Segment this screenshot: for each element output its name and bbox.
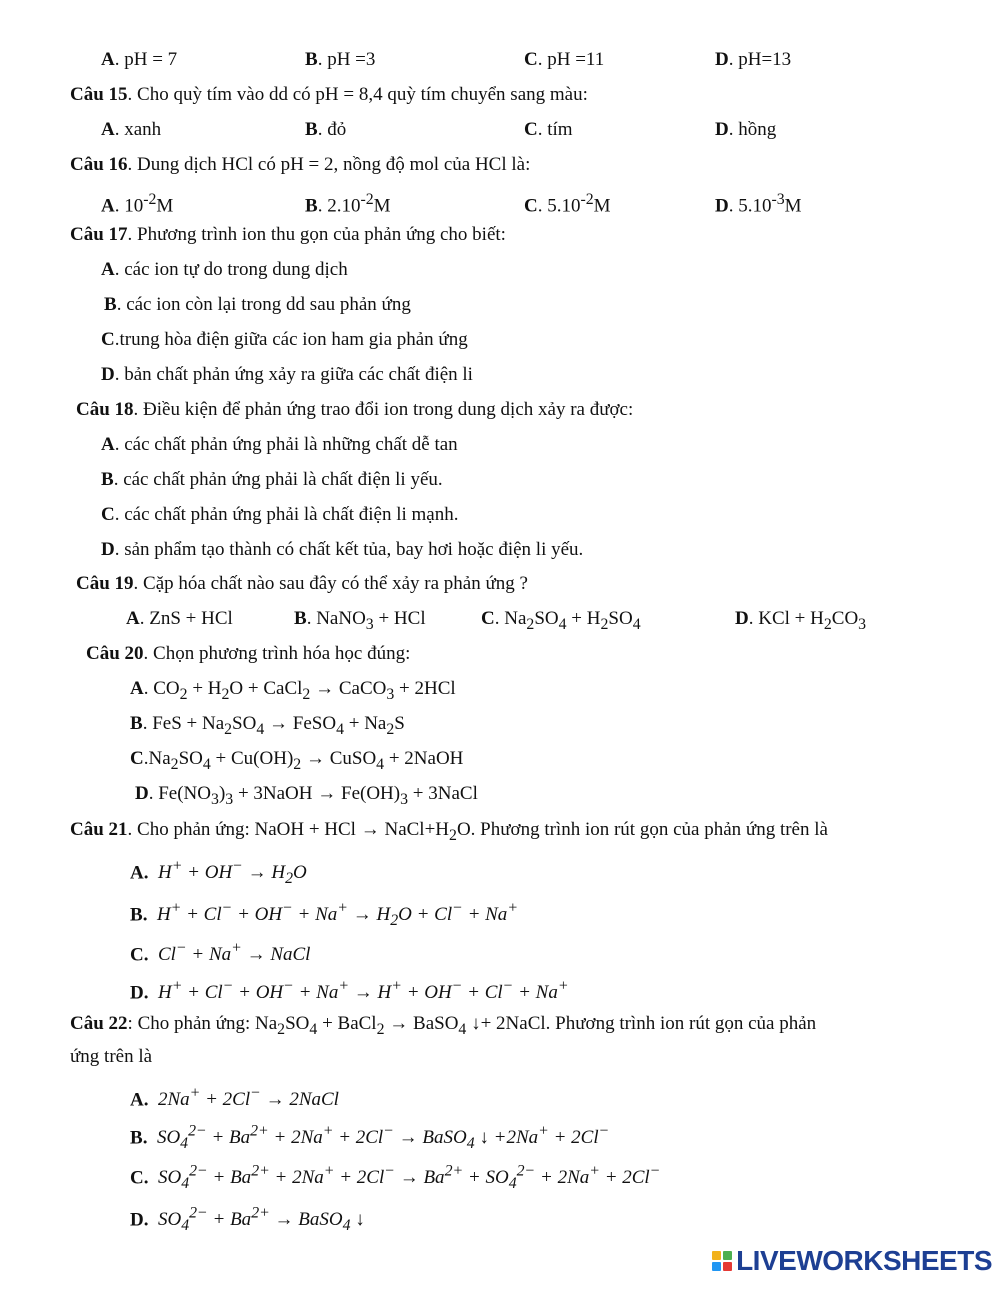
q19-option-c bbox=[481, 607, 641, 637]
ionic-equation: $H^+ + OH^- \to H_2O$ bbox=[157, 858, 307, 888]
formula-part: CaCO bbox=[338, 678, 387, 699]
option-key: C bbox=[524, 195, 538, 217]
option-key: D bbox=[735, 608, 749, 629]
subscript: 2 bbox=[277, 1020, 286, 1038]
option-text: . tím bbox=[537, 119, 573, 140]
q22-option-b: B. $SO_4^{2-} + Ba^{2+} + 2Na^+ + 2Cl^-$ → BaSO$_4$ ↓ +2Na+ + 2Cl− bbox=[130, 1123, 610, 1153]
question-text: : Cho phản ứng: Na bbox=[127, 1013, 278, 1034]
q18-option-b bbox=[101, 468, 443, 492]
option-text: . 2.10 bbox=[317, 195, 361, 217]
formula-part: . KCl + H bbox=[748, 608, 824, 629]
exponent: -3 bbox=[771, 191, 785, 208]
formula-part: SO bbox=[178, 748, 203, 769]
subscript: 2 bbox=[600, 615, 609, 633]
option-key: D bbox=[101, 364, 115, 385]
option-key: B bbox=[130, 1127, 143, 1149]
q20-option-a bbox=[130, 677, 456, 707]
option-key: A bbox=[130, 678, 144, 699]
formula-part: Fe(OH) bbox=[341, 783, 401, 804]
ionic-equation: $SO_4^{2-} + Ba^{2+}$ → BaSO$_4$ ↓ bbox=[157, 1205, 365, 1235]
q18-option-c bbox=[101, 503, 458, 527]
ionic-equation: $SO_4^{2-} + Ba^{2+} + 2Na^+ + 2Cl^- \to Ba^{2+} + SO_4^{2-} + 2Na^+ + 2Cl^-$ bbox=[157, 1163, 661, 1193]
option-text: . pH = 7 bbox=[114, 49, 178, 70]
option-key: C bbox=[524, 119, 538, 140]
option-text: . các chất phản ứng phải là chất điện li mạnh. bbox=[114, 504, 459, 525]
formula-part: + Na bbox=[343, 713, 387, 734]
option-text: . đỏ bbox=[317, 119, 347, 140]
q14-option-d bbox=[715, 48, 791, 72]
subscript: 2 bbox=[449, 826, 457, 844]
q17-option-b bbox=[104, 293, 411, 317]
option-key: A bbox=[101, 434, 115, 455]
option-text: . pH =11 bbox=[537, 49, 605, 70]
option-key: B bbox=[130, 904, 143, 926]
subscript: 2 bbox=[823, 615, 832, 633]
question-label: Câu 17 bbox=[70, 224, 128, 245]
subscript: 2 bbox=[293, 755, 302, 773]
option-key: C bbox=[130, 944, 144, 966]
subscript: 4 bbox=[632, 615, 641, 633]
formula-part: O + CaCl bbox=[229, 678, 303, 699]
subscript: 2 bbox=[526, 615, 535, 633]
q15-option-d bbox=[715, 118, 776, 142]
formula-part: . Na bbox=[494, 608, 527, 629]
q14-option-c bbox=[524, 48, 604, 72]
subscript: 4 bbox=[202, 755, 211, 773]
q22-option-a: A. 2Na+ + 2Cl− → 2NaCl bbox=[130, 1085, 339, 1111]
subscript: 3 bbox=[225, 790, 234, 808]
option-text: . các ion tự do trong dung dịch bbox=[114, 259, 348, 280]
question-text: . Cho phản ứng: NaOH + HCl bbox=[127, 819, 356, 840]
option-key: D bbox=[135, 783, 149, 804]
question-label: Câu 19 bbox=[76, 573, 134, 594]
q21-stem bbox=[70, 818, 828, 848]
option-text: . các ion còn lại trong dd sau phản ứng bbox=[116, 294, 411, 315]
option-text: . xanh bbox=[114, 119, 162, 140]
option-key: C bbox=[130, 748, 144, 769]
question-text: . Điều kiện để phản ứng trao đổi ion trong dung dịch xảy ra được: bbox=[133, 399, 634, 420]
arrow-icon: → bbox=[384, 1013, 414, 1034]
ionic-equation: Cl− + Na+ → NaCl bbox=[157, 940, 311, 966]
option-key: A bbox=[101, 195, 115, 217]
option-text: . ZnS + HCl bbox=[139, 608, 233, 629]
formula-part: . Fe(NO bbox=[148, 783, 212, 804]
option-key: D bbox=[130, 1209, 144, 1231]
question-text: NaCl+H bbox=[384, 819, 450, 840]
q21-option-d: D. H+ + Cl− + OH− + Na+ → H+ + OH− + Cl− + Na+ bbox=[130, 978, 569, 1004]
question-text: . Cho quỳ tím vào dd có pH = 8,4 quỳ tím chuyển sang màu: bbox=[127, 84, 588, 105]
subscript: 4 bbox=[256, 720, 265, 738]
q19-option-b bbox=[294, 607, 426, 637]
question-label: Câu 22 bbox=[70, 1013, 128, 1034]
q22-stem-continued: ứng trên là bbox=[70, 1046, 153, 1067]
question-label: Câu 16 bbox=[70, 154, 128, 175]
arrow-icon: → bbox=[310, 678, 339, 699]
question-label: Câu 18 bbox=[76, 399, 134, 420]
formula-part: SO bbox=[232, 713, 257, 734]
option-key: A bbox=[130, 1089, 144, 1111]
option-text: . 5.10 bbox=[537, 195, 581, 217]
formula-part: . CO bbox=[143, 678, 180, 699]
q16-stem bbox=[70, 153, 530, 177]
option-key: C bbox=[481, 608, 495, 629]
formula-part: FeSO bbox=[292, 713, 337, 734]
question-text: . Cặp hóa chất nào sau đây có thể xảy ra phản ứng ? bbox=[133, 573, 528, 594]
option-key: C bbox=[101, 504, 115, 525]
q19-option-d bbox=[735, 607, 866, 637]
q15-stem bbox=[70, 83, 588, 107]
q16-option-c bbox=[524, 188, 611, 218]
subscript: 3 bbox=[365, 615, 374, 633]
option-text: . sản phẩm tạo thành có chất kết tủa, bay hơi hoặc điện li yếu. bbox=[114, 539, 584, 560]
q15-option-b bbox=[305, 118, 346, 142]
question-text: O. Phương trình ion rút gọn của phản ứng trên là bbox=[456, 819, 828, 840]
ionic-equation: $SO_4^{2-} + Ba^{2+} + 2Na^+ + 2Cl^-$ → BaSO$_4$ ↓ +2Na+ + 2Cl− bbox=[156, 1123, 610, 1153]
option-key: D bbox=[715, 119, 729, 140]
unit: M bbox=[373, 195, 391, 217]
q20-option-c bbox=[130, 747, 463, 777]
q17-option-c bbox=[101, 328, 468, 352]
arrow-icon: → bbox=[355, 819, 385, 840]
q22-option-d: D. $SO_4^{2-} + Ba^{2+}$ → BaSO$_4$ ↓ bbox=[130, 1205, 365, 1235]
subscript: 2 bbox=[386, 720, 395, 738]
option-text: . 10 bbox=[114, 195, 144, 217]
formula-part: .Na bbox=[143, 748, 171, 769]
formula-part: SO bbox=[534, 608, 559, 629]
option-text: . pH =3 bbox=[317, 49, 376, 70]
option-key: A bbox=[126, 608, 140, 629]
ionic-equation: H+ + Cl− + OH− + Na+ → H+ + OH− + Cl− + Na+ bbox=[157, 978, 569, 1004]
question-label: Câu 15 bbox=[70, 84, 128, 105]
option-key: D bbox=[130, 982, 144, 1004]
q15-option-a bbox=[101, 118, 161, 142]
question-label: Câu 20 bbox=[86, 643, 144, 664]
subscript: 2 bbox=[221, 685, 230, 703]
option-key: C bbox=[130, 1167, 144, 1189]
q16-option-b bbox=[305, 188, 391, 218]
formula-part: + 2NaOH bbox=[384, 748, 464, 769]
option-key: A bbox=[101, 119, 115, 140]
option-key: D bbox=[715, 195, 729, 217]
subscript: 3 bbox=[400, 790, 409, 808]
formula-part: + 2HCl bbox=[394, 678, 456, 699]
q21-option-c: C. Cl− + Na+ → NaCl bbox=[130, 940, 311, 966]
subscript: 4 bbox=[558, 615, 567, 633]
option-text: . pH=13 bbox=[728, 49, 792, 70]
subscript: 2 bbox=[376, 1020, 385, 1038]
q22-stem bbox=[70, 1012, 816, 1042]
q17-option-d bbox=[101, 363, 473, 387]
question-text: SO bbox=[285, 1013, 310, 1034]
exponent: -2 bbox=[143, 191, 157, 208]
subscript: 3 bbox=[386, 685, 395, 703]
brand-name: LIVEWORKSHEETS bbox=[736, 1245, 992, 1276]
option-text: . các chất phản ứng phải là những chất dễ tan bbox=[114, 434, 458, 455]
q16-option-d bbox=[715, 188, 802, 218]
question-text: . Dung dịch HCl có pH = 2, nồng độ mol của HCl là: bbox=[127, 154, 531, 175]
subscript: 2 bbox=[302, 685, 311, 703]
formula-part: SO bbox=[608, 608, 633, 629]
formula-part: + 3NaCl bbox=[408, 783, 478, 804]
logo-icon bbox=[712, 1251, 732, 1271]
unit: M bbox=[593, 195, 611, 217]
subscript: 3 bbox=[858, 615, 867, 633]
question-text: + BaCl bbox=[317, 1013, 377, 1034]
formula-part: S bbox=[394, 713, 405, 734]
option-key: B bbox=[305, 49, 318, 70]
option-key: A bbox=[101, 259, 115, 280]
option-text: . bản chất phản ứng xảy ra giữa các chất điện li bbox=[114, 364, 473, 385]
option-key: C bbox=[524, 49, 538, 70]
unit: M bbox=[156, 195, 174, 217]
option-text: .trung hòa điện giữa các ion ham gia phản ứng bbox=[114, 329, 468, 350]
q20-option-d bbox=[135, 782, 478, 812]
option-key: B bbox=[130, 713, 143, 734]
exponent: -2 bbox=[360, 191, 374, 208]
formula-part: + H bbox=[187, 678, 222, 699]
subscript: 2 bbox=[170, 755, 179, 773]
option-key: B bbox=[305, 195, 318, 217]
option-key: C bbox=[101, 329, 115, 350]
subscript: 4 bbox=[336, 720, 344, 738]
formula-part: + 3NaOH bbox=[233, 783, 313, 804]
arrow-icon: → bbox=[301, 748, 330, 769]
option-key: D bbox=[715, 49, 729, 70]
ionic-equation: $H^+ + Cl^- + OH^- + Na^+ \to H_2O + Cl^- + Na^+$ bbox=[156, 900, 518, 930]
formula-part: CO bbox=[831, 608, 859, 629]
option-key: B bbox=[294, 608, 307, 629]
arrow-icon: → bbox=[312, 783, 341, 804]
formula-part: . NaNO bbox=[306, 608, 366, 629]
subscript: 4 bbox=[309, 1020, 318, 1038]
q21-option-b: B. $H^+ + Cl^- + OH^- + Na^+ \to H_2O + Cl^- + Na^+$ bbox=[130, 900, 518, 930]
q18-option-a bbox=[101, 433, 458, 457]
q18-option-d bbox=[101, 538, 583, 562]
q22-option-c: C. $SO_4^{2-} + Ba^{2+} + 2Na^+ + 2Cl^- \to Ba^{2+} + SO_4^{2-} + 2Na^+ + 2Cl^-$ bbox=[130, 1163, 661, 1193]
subscript: 4 bbox=[458, 1020, 467, 1038]
q17-option-a bbox=[101, 258, 348, 282]
q20-stem bbox=[86, 642, 410, 666]
question-text: ↓+ 2NaCl. Phương trình ion rút gọn của phản bbox=[466, 1013, 817, 1034]
q20-option-b bbox=[130, 712, 405, 742]
option-key: A bbox=[130, 862, 144, 884]
formula-part: + HCl bbox=[373, 608, 426, 629]
option-key: D bbox=[101, 539, 115, 560]
subscript: 2 bbox=[224, 720, 233, 738]
exponent: -2 bbox=[580, 191, 594, 208]
q19-option-a bbox=[126, 607, 233, 631]
unit: M bbox=[784, 195, 802, 217]
q21-option-a: A. $H^+ + OH^- \to H_2O$ bbox=[130, 858, 307, 888]
formula-part: + Cu(OH) bbox=[210, 748, 294, 769]
formula-part: + H bbox=[566, 608, 601, 629]
subscript: 3 bbox=[211, 790, 219, 808]
option-key: B bbox=[305, 119, 318, 140]
formula-part: ) bbox=[218, 783, 226, 804]
question-text: BaSO bbox=[413, 1013, 459, 1034]
option-key: A bbox=[101, 49, 115, 70]
subscript: 2 bbox=[179, 685, 188, 703]
q17-stem bbox=[70, 223, 506, 247]
question-text: . Phương trình ion thu gọn của phản ứng cho biết: bbox=[127, 224, 506, 245]
q14-option-b bbox=[305, 48, 375, 72]
option-text: . hồng bbox=[728, 119, 777, 140]
q19-stem bbox=[76, 572, 528, 596]
q15-option-c bbox=[524, 118, 573, 142]
question-text: . Chọn phương trình hóa học đúng: bbox=[143, 643, 411, 664]
arrow-icon: → bbox=[264, 713, 293, 734]
option-key: B bbox=[104, 294, 117, 315]
formula-part: CuSO bbox=[329, 748, 377, 769]
subscript: 4 bbox=[376, 755, 385, 773]
liveworksheets-logo bbox=[712, 1245, 992, 1277]
q16-option-a bbox=[101, 188, 173, 218]
option-key: B bbox=[101, 469, 114, 490]
option-text: . 5.10 bbox=[728, 195, 772, 217]
question-label: Câu 21 bbox=[70, 819, 128, 840]
formula-part: . FeS + Na bbox=[142, 713, 225, 734]
q14-option-a bbox=[101, 48, 177, 72]
option-text: . các chất phản ứng phải là chất điện li yếu. bbox=[113, 469, 443, 490]
ionic-equation: 2Na+ + 2Cl− → 2NaCl bbox=[157, 1085, 339, 1111]
q18-stem bbox=[76, 398, 633, 422]
